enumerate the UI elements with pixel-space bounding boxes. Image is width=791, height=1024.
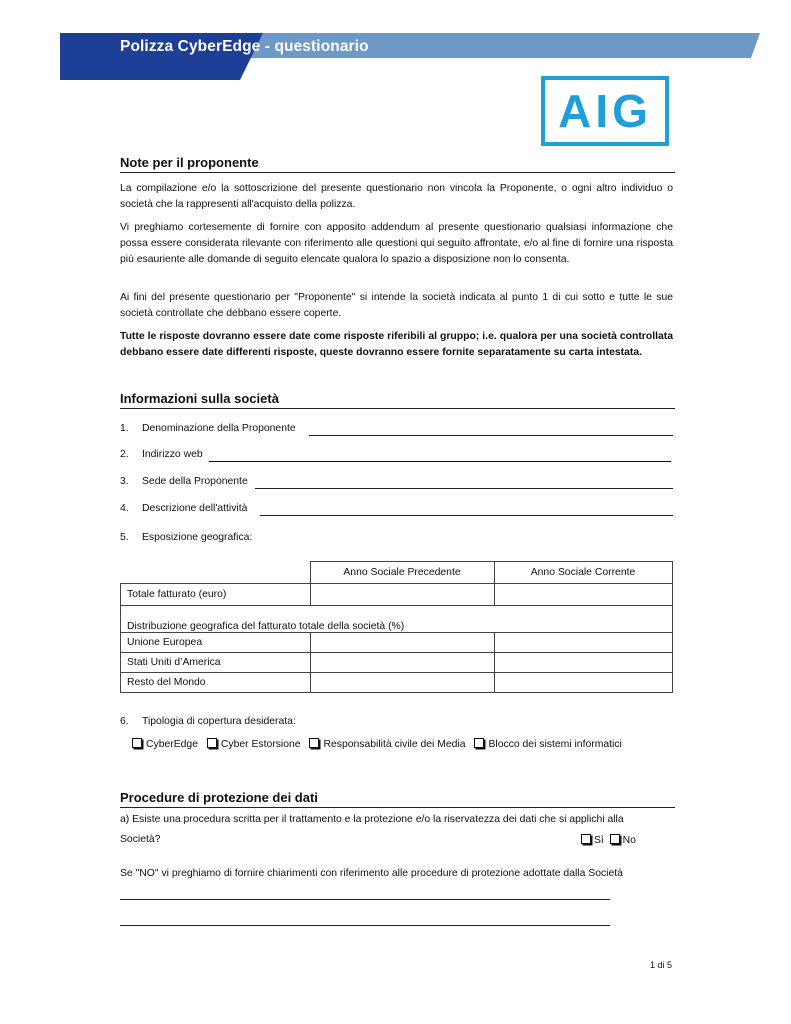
item-number: 2. xyxy=(120,449,129,460)
coverage-options xyxy=(132,738,628,750)
heading-procedure-protezione: Procedure di protezione dei dati xyxy=(120,790,318,805)
cell-totale-previous[interactable] xyxy=(310,584,494,606)
row-label-totale: Totale fatturato (euro) xyxy=(121,584,311,606)
cell-resto-current[interactable] xyxy=(494,673,672,693)
paragraph-3: Ai fini del presente questionario per "Proponente" si intende la società indicata al punto 1 di cui sotto e tutte le sue società controllate che debbano essere coperte. xyxy=(120,292,673,319)
heading-rule xyxy=(120,807,675,808)
heading-informazioni-societa: Informazioni sulla società xyxy=(120,391,279,406)
item-esposizione xyxy=(120,532,252,543)
page-number: 1 di 5 xyxy=(650,960,673,970)
item-descrizione xyxy=(120,503,247,514)
item-label: Descrizione dell'attività xyxy=(142,503,248,514)
option-label: Responsabilità civile dei Media xyxy=(323,739,466,750)
aig-logo: AIG xyxy=(541,76,669,146)
item-tipologia xyxy=(120,716,296,727)
field-indirizzo-web[interactable] xyxy=(209,461,671,462)
row-label-resto: Resto del Mondo xyxy=(121,673,311,693)
checkbox-icon[interactable] xyxy=(610,834,620,844)
item-number: 6. xyxy=(120,716,129,727)
cell-totale-current[interactable] xyxy=(494,584,672,606)
option-blocco-sistemi[interactable] xyxy=(474,739,621,750)
field-denominazione[interactable] xyxy=(309,435,673,436)
checkbox-icon[interactable] xyxy=(132,738,142,748)
header-banner xyxy=(0,0,791,82)
option-label: Blocco dei sistemi informatici xyxy=(488,739,622,750)
answer-line-2[interactable] xyxy=(120,925,610,926)
table-row xyxy=(121,584,673,606)
question-a-line1: a) Esiste una procedura scritta per il trattamento e la protezione e/o la riservatezza dei dati che si applichi alla xyxy=(120,814,624,825)
item-label: Sede della Proponente xyxy=(142,476,248,487)
row-label-distribuzione: Distribuzione geografica del fatturato totale della società (%) xyxy=(121,606,673,633)
heading-note-proponente: Note per il proponente xyxy=(120,155,259,170)
checkbox-icon[interactable] xyxy=(581,834,591,844)
header-current-year: Anno Sociale Corrente xyxy=(494,562,672,584)
checkbox-icon[interactable] xyxy=(309,738,319,748)
heading-rule xyxy=(120,408,675,409)
paragraph-2: Vi preghiamo cortesemente di fornire con apposito addendum al presente questionario qualsiasi informazione che possa essere considerata rilevante con riferimento alle questioni qui seguito affrontate, e/o al fine di fornire una risposta più esauriente alle domande di seguito elencate qualora lo spazio a disposizione non lo consenta. xyxy=(120,222,673,265)
item-number: 1. xyxy=(120,423,129,434)
cell-resto-previous[interactable] xyxy=(310,673,494,693)
answer-line-1[interactable] xyxy=(120,899,610,900)
item-number: 4. xyxy=(120,503,129,514)
table-row xyxy=(121,673,673,693)
checkbox-icon[interactable] xyxy=(207,738,217,748)
header-previous-year: Anno Sociale Precedente xyxy=(310,562,494,584)
cell-ue-current[interactable] xyxy=(494,633,672,653)
item-denominazione xyxy=(120,423,296,434)
option-label: CyberEdge xyxy=(146,739,198,750)
table-row xyxy=(121,653,673,673)
note-if-no: Se "NO" vi preghiamo di fornire chiarimenti con riferimento alle procedure di protezione adottate dalla Società xyxy=(120,868,623,879)
row-label-ue: Unione Europea xyxy=(121,633,311,653)
cell-ue-previous[interactable] xyxy=(310,633,494,653)
option-no[interactable] xyxy=(610,835,636,846)
paragraph-4-bold: Tutte le risposte dovranno essere date come risposte riferibili al gruppo; i.e. qualora per una società controllata debbano essere date differenti risposte, queste dovranno essere fornite separatamente su carta intestata. xyxy=(120,331,673,358)
item-indirizzo-web xyxy=(120,449,203,460)
option-cyberedge[interactable] xyxy=(132,739,198,750)
item-number: 3. xyxy=(120,476,129,487)
table-row xyxy=(121,633,673,653)
item-label: Esposizione geografica: xyxy=(142,532,253,543)
paragraph-1: La compilazione e/o la sottoscrizione del presente questionario non vincola la Proponente, o ogni altro individuo o società che la rappresenti all'acquisto della polizza. xyxy=(120,183,673,210)
item-label: Indirizzo web xyxy=(142,449,203,460)
option-label: Cyber Estorsione xyxy=(220,739,301,750)
yes-no-options xyxy=(581,834,636,846)
item-number: 5. xyxy=(120,532,129,543)
question-a-line2: Società? xyxy=(120,834,161,845)
heading-rule xyxy=(120,172,675,173)
checkbox-icon[interactable] xyxy=(474,738,484,748)
table-row xyxy=(121,606,673,633)
option-yes[interactable] xyxy=(581,835,604,846)
cell-usa-previous[interactable] xyxy=(310,653,494,673)
item-label: Denominazione della Proponente xyxy=(142,423,296,434)
option-cyber-estorsione[interactable] xyxy=(207,739,301,750)
empty-corner-cell xyxy=(121,562,311,584)
geographic-exposure-table xyxy=(120,561,673,693)
option-label: Sì xyxy=(594,835,604,846)
cell-usa-current[interactable] xyxy=(494,653,672,673)
option-label: No xyxy=(622,835,636,846)
field-sede[interactable] xyxy=(255,488,673,489)
table-header-row xyxy=(121,562,673,584)
row-label-usa: Stati Uniti d’America xyxy=(121,653,311,673)
option-rc-media[interactable] xyxy=(309,739,465,750)
item-label: Tipologia di copertura desiderata: xyxy=(142,716,296,727)
field-descrizione[interactable] xyxy=(260,515,673,516)
document-title: Polizza CyberEdge - questionario xyxy=(120,38,369,55)
item-sede xyxy=(120,476,248,487)
